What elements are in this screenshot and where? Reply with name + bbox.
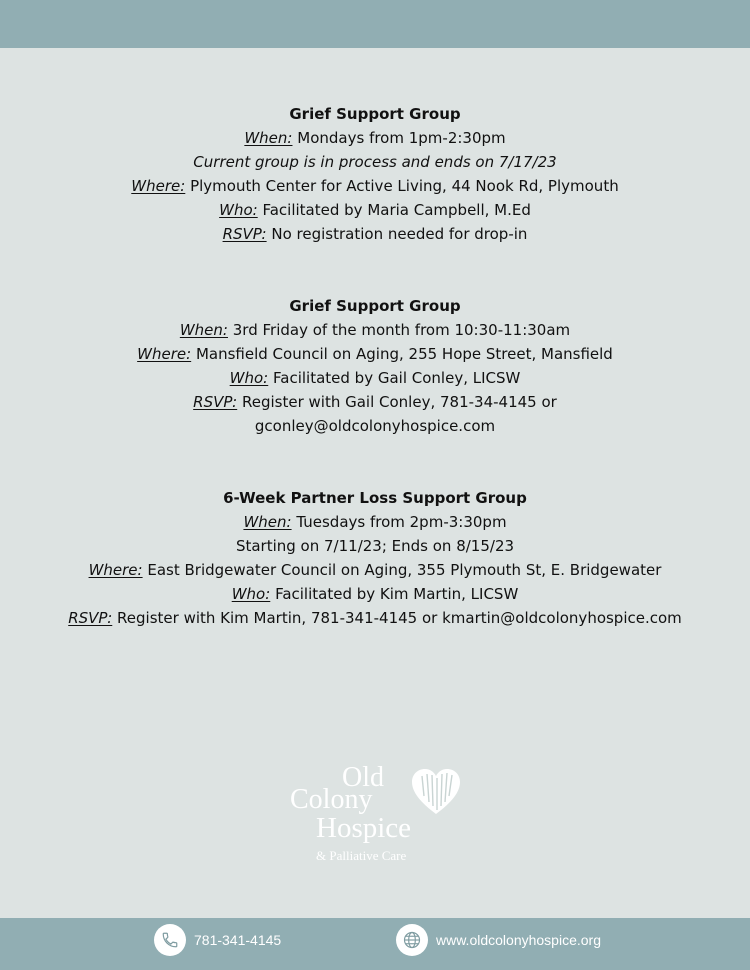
group-rsvp bbox=[0, 390, 750, 414]
who-label: Who: bbox=[219, 201, 258, 219]
who-value: Facilitated by Kim Martin, LICSW bbox=[275, 585, 519, 603]
group-dates: Starting on 7/11/23; Ends on 8/15/23 bbox=[235, 537, 515, 555]
where-value: East Bridgewater Council on Aging, 355 Plymouth St, E. Bridgewater bbox=[147, 561, 662, 579]
phone-icon bbox=[154, 924, 186, 956]
group-grief-plymouth bbox=[0, 102, 750, 246]
who-value: Facilitated by Maria Campbell, M.Ed bbox=[262, 201, 531, 219]
group-note: Current group is in process and ends on 7/17/23 bbox=[193, 153, 557, 171]
rsvp-label: RSVP: bbox=[222, 225, 267, 243]
group-rsvp bbox=[0, 222, 750, 246]
phone-number[interactable]: 781-341-4145 bbox=[194, 932, 282, 948]
group-grief-mansfield bbox=[0, 294, 750, 438]
rsvp-label: RSVP: bbox=[193, 393, 238, 411]
footer-band bbox=[0, 918, 750, 970]
support-groups-list bbox=[0, 102, 750, 678]
footer-website[interactable] bbox=[396, 922, 601, 958]
logo-line-colony: Colony bbox=[290, 784, 373, 815]
old-colony-hospice-logo bbox=[286, 762, 466, 870]
when-value: 3rd Friday of the month from 10:30-11:30am bbox=[232, 321, 571, 339]
rsvp-label: RSVP: bbox=[68, 609, 113, 627]
group-partner-loss bbox=[0, 486, 750, 630]
group-where bbox=[0, 342, 750, 366]
group-who bbox=[0, 582, 750, 606]
when-label: When: bbox=[243, 513, 292, 531]
logo-line-old: Old bbox=[342, 762, 384, 793]
rsvp-value: Register with Kim Martin, 781-341-4145 or kmartin@oldcolonyhospice.com bbox=[117, 609, 682, 627]
group-who bbox=[0, 198, 750, 222]
group-when bbox=[0, 126, 750, 150]
heart-icon bbox=[410, 766, 462, 818]
when-value: Tuesdays from 2pm-3:30pm bbox=[296, 513, 507, 531]
group-title: Grief Support Group bbox=[289, 105, 461, 123]
where-label: Where: bbox=[88, 561, 143, 579]
group-when bbox=[0, 510, 750, 534]
where-value: Plymouth Center for Active Living, 44 Nook Rd, Plymouth bbox=[190, 177, 619, 195]
group-title: 6-Week Partner Loss Support Group bbox=[223, 489, 527, 507]
who-label: Who: bbox=[229, 369, 269, 387]
where-label: Where: bbox=[137, 345, 192, 363]
rsvp-value: Register with Gail Conley, 781-34-4145 or bbox=[241, 393, 557, 411]
website-url[interactable]: www.oldcolonyhospice.org bbox=[436, 932, 601, 948]
group-rsvp bbox=[0, 606, 750, 630]
globe-icon bbox=[396, 924, 428, 956]
when-value: Mondays from 1pm-2:30pm bbox=[297, 129, 506, 147]
where-value: Mansfield Council on Aging, 255 Hope Street, Mansfield bbox=[195, 345, 613, 363]
when-label: When: bbox=[179, 321, 228, 339]
where-label: Where: bbox=[131, 177, 186, 195]
group-where bbox=[0, 174, 750, 198]
group-who bbox=[0, 366, 750, 390]
rsvp-email[interactable]: gconley@oldcolonyhospice.com bbox=[254, 417, 496, 435]
footer-phone[interactable] bbox=[154, 922, 281, 958]
top-header-band bbox=[0, 0, 750, 48]
rsvp-value: No registration needed for drop-in bbox=[271, 225, 528, 243]
who-label: Who: bbox=[231, 585, 271, 603]
logo-line-hospice: Hospice bbox=[316, 812, 412, 844]
when-label: When: bbox=[244, 129, 293, 147]
group-where bbox=[0, 558, 750, 582]
who-value: Facilitated by Gail Conley, LICSW bbox=[273, 369, 521, 387]
group-title: Grief Support Group bbox=[289, 297, 461, 315]
logo-tagline: & Palliative Care bbox=[316, 848, 407, 863]
group-when bbox=[0, 318, 750, 342]
